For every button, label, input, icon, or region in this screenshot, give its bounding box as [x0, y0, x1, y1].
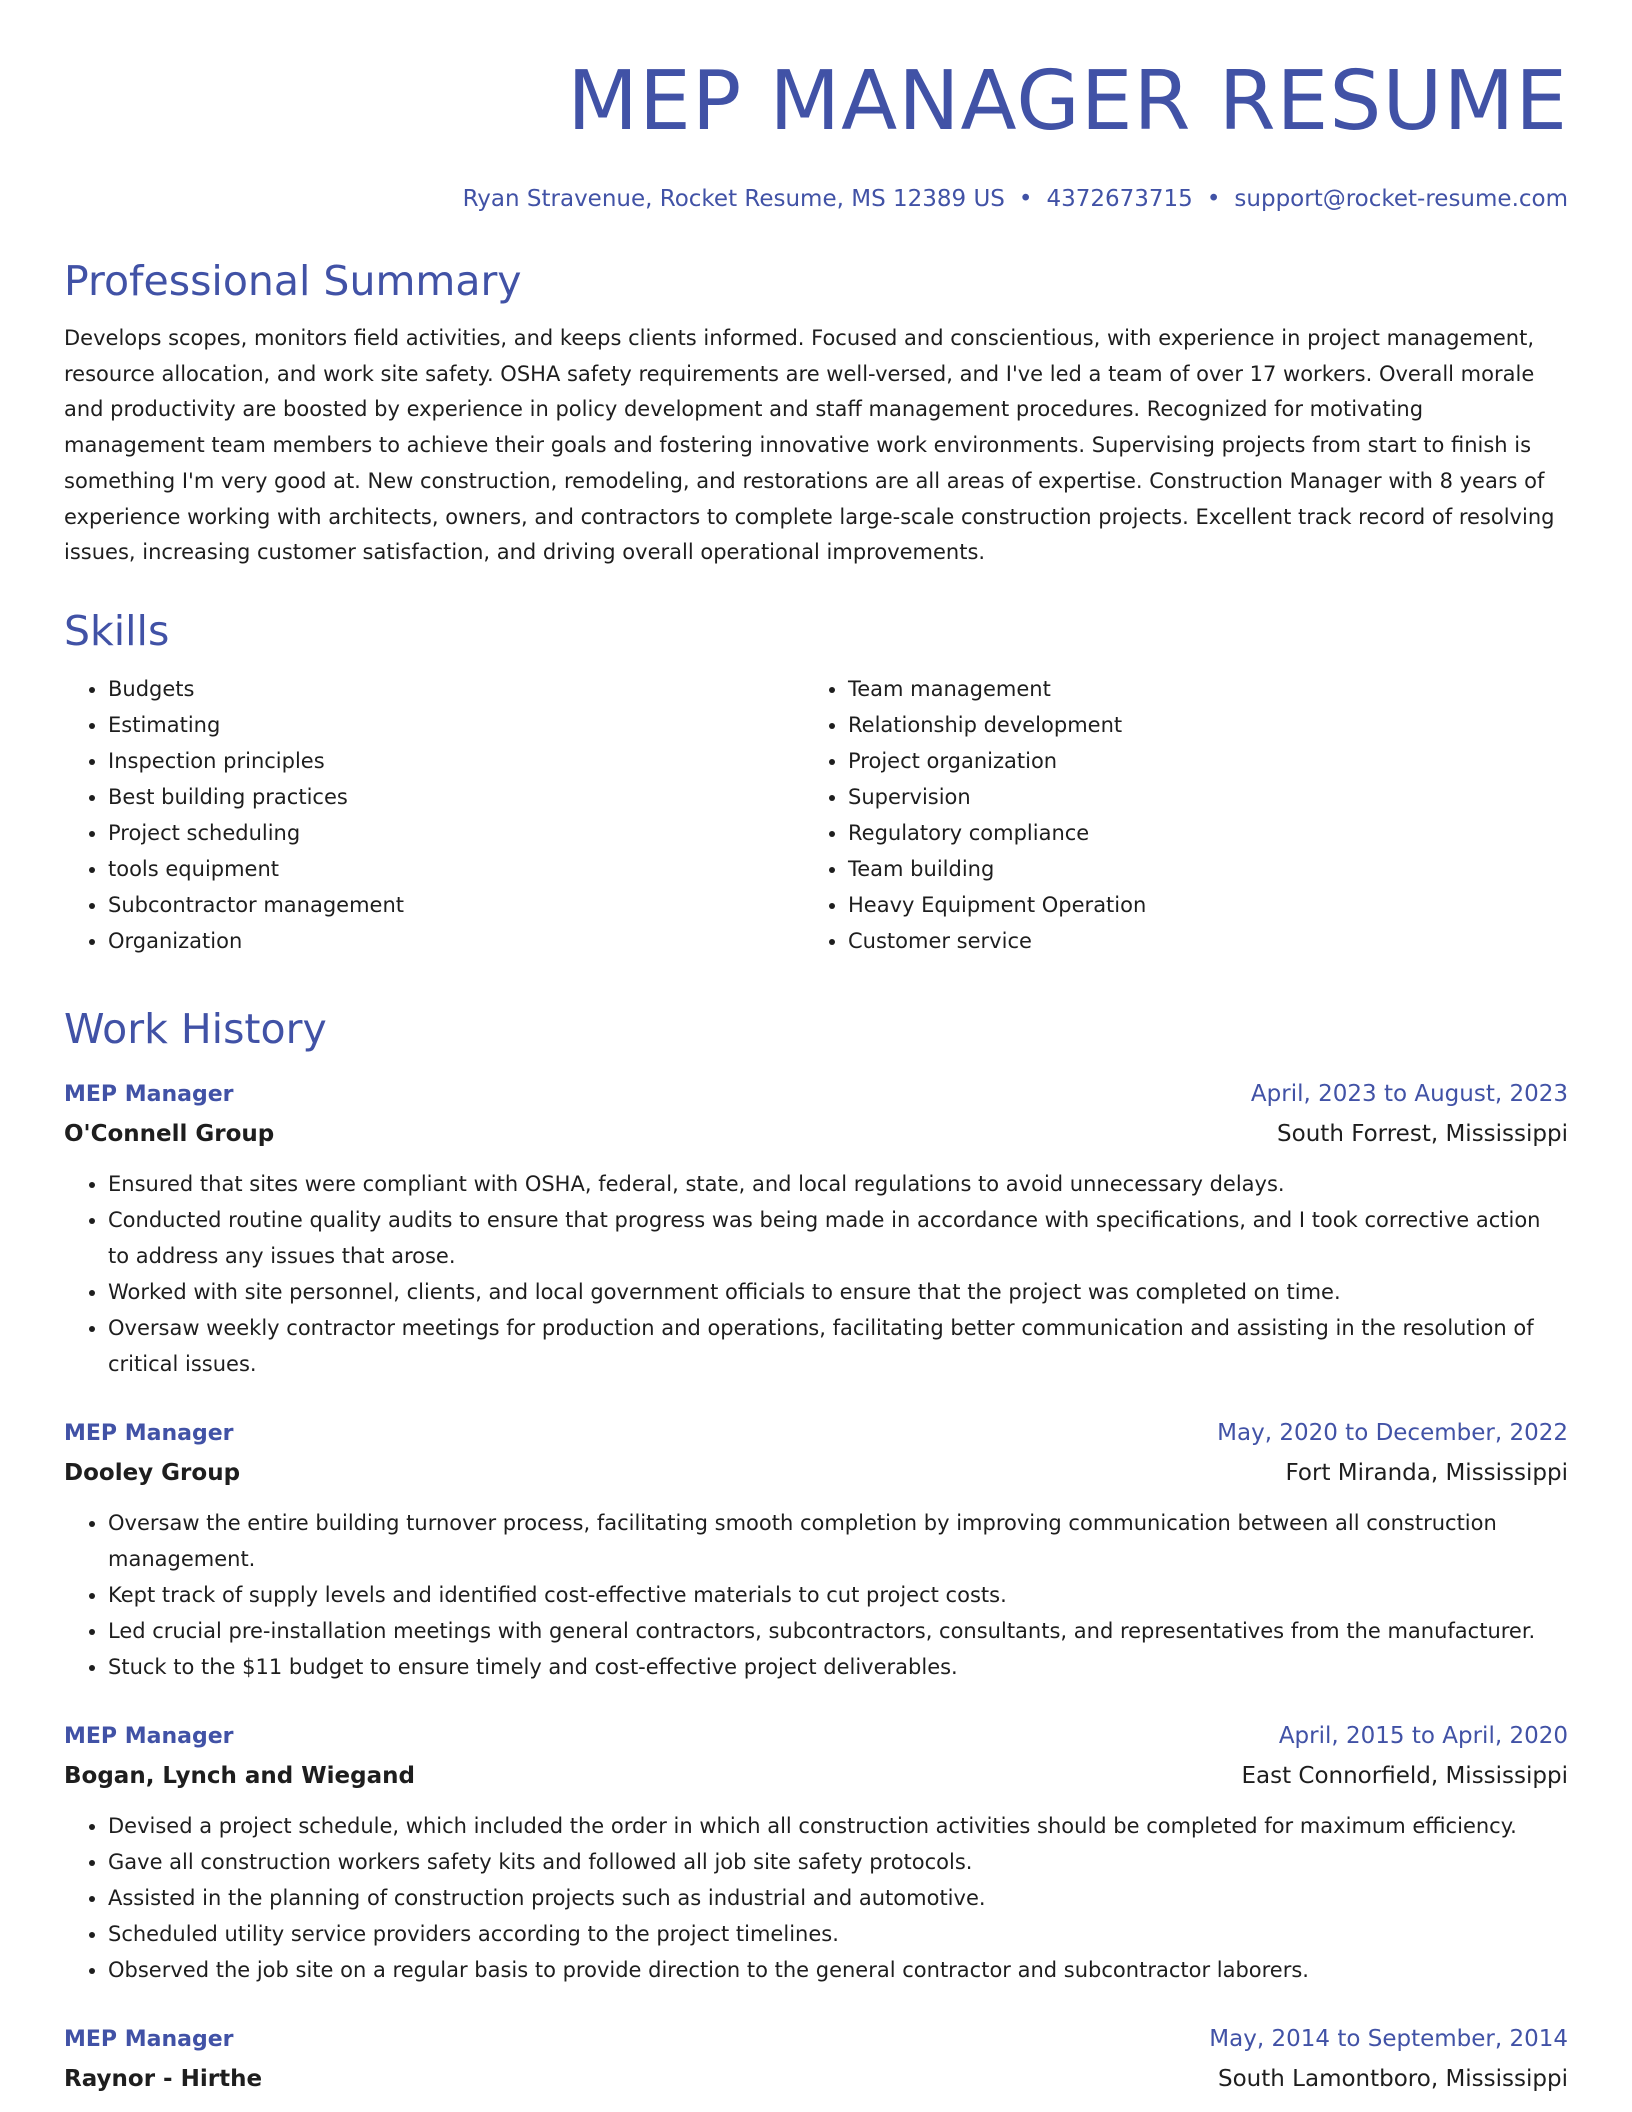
- job-bullet: • Led crucial pre-installation meetings with general contractors, subcontractors, consultants, and representatives from the manufacturer.: [108, 1613, 1568, 1649]
- skill-item: • Supervision: [848, 779, 1544, 815]
- job-entry: [64, 1717, 1568, 1988]
- skill-item: • tools equipment: [108, 851, 804, 887]
- job-company-row: [64, 1756, 1568, 1796]
- skill-item: • Organization: [108, 923, 804, 959]
- job-bullet: • Kept track of supply levels and identified cost-effective materials to cut project costs.: [108, 1577, 1568, 1613]
- job-header-row: [64, 1717, 1568, 1756]
- skill-item: • Team building: [848, 851, 1544, 887]
- skills-list-left: [64, 671, 804, 959]
- job-dates: April, 2023 to August, 2023: [1250, 1080, 1568, 1107]
- job-bullets: [64, 1166, 1568, 1382]
- job-bullet: • Devised a project schedule, which included the order in which all construction activities should be completed for maximum efficiency.: [108, 1808, 1568, 1844]
- skill-item: • Relationship development: [848, 707, 1544, 743]
- job-entry: [64, 1414, 1568, 1685]
- job-company: O'Connell Group: [64, 1120, 275, 1147]
- skill-item: • Team management: [848, 671, 1544, 707]
- skill-item: • Budgets: [108, 671, 804, 707]
- work-history-list: [64, 1075, 1568, 2099]
- job-dates: April, 2015 to April, 2020: [1278, 1722, 1568, 1749]
- job-entry: [64, 1075, 1568, 1382]
- job-company-row: [64, 2059, 1568, 2099]
- job-location: East Connorfield, Mississippi: [1241, 1762, 1568, 1789]
- job-company-row: [64, 1114, 1568, 1154]
- job-bullet: • Scheduled utility service providers according to the project timelines.: [108, 1916, 1568, 1952]
- job-entry: [64, 2020, 1568, 2099]
- job-title: MEP Manager: [64, 1420, 234, 1446]
- skills-list-right: [804, 671, 1544, 959]
- skills-heading: Skills: [64, 606, 170, 655]
- job-bullet: • Worked with site personnel, clients, and local government officials to ensure that the project was completed on time.: [108, 1274, 1568, 1310]
- skill-item: • Project scheduling: [108, 815, 804, 851]
- job-bullet: • Assisted in the planning of construction projects such as industrial and automotive.: [108, 1880, 1568, 1916]
- job-bullet: • Oversaw weekly contractor meetings for production and operations, facilitating better communication and assisting in the resolution of critical issues.: [108, 1310, 1568, 1382]
- work-history-heading: Work History: [64, 1004, 327, 1053]
- summary-heading: Professional Summary: [64, 257, 522, 305]
- contact-address: Ryan Stravenue, Rocket Resume, MS 12389 US: [462, 186, 1005, 212]
- job-bullet: • Observed the job site on a regular basis to provide direction to the general contractor and subcontractor laborers.: [108, 1952, 1568, 1988]
- job-bullet: • Stuck to the $11 budget to ensure timely and cost-effective project deliverables.: [108, 1649, 1568, 1685]
- skill-item: • Best building practices: [108, 779, 804, 815]
- skill-item: • Inspection principles: [108, 743, 804, 779]
- job-bullet: • Gave all construction workers safety kits and followed all job site safety protocols.: [108, 1844, 1568, 1880]
- job-bullet: • Oversaw the entire building turnover process, facilitating smooth completion by improving communication between all construction management.: [108, 1505, 1568, 1577]
- skill-item: • Regulatory compliance: [848, 815, 1544, 851]
- job-company: Dooley Group: [64, 1459, 241, 1486]
- skill-item: • Customer service: [848, 923, 1544, 959]
- skill-item: • Subcontractor management: [108, 887, 804, 923]
- contact-email[interactable]: support@rocket-resume.com: [1234, 186, 1568, 212]
- job-location: South Forrest, Mississippi: [1277, 1120, 1568, 1147]
- contact-separator: •: [1018, 186, 1033, 212]
- contact-line: [64, 179, 1568, 219]
- job-location: Fort Miranda, Mississippi: [1285, 1459, 1568, 1486]
- job-dates: May, 2020 to December, 2022: [1217, 1419, 1568, 1446]
- job-bullet: • Ensured that sites were compliant with OSHA, federal, state, and local regulations to avoid unnecessary delays.: [108, 1166, 1568, 1202]
- job-company: Raynor - Hirthe: [64, 2065, 263, 2092]
- job-title: MEP Manager: [64, 1081, 234, 1107]
- job-bullets: [64, 1808, 1568, 1988]
- job-header-row: [64, 1075, 1568, 1114]
- job-bullet: • Conducted routine quality audits to ensure that progress was being made in accordance with specifications, and I took corrective action to address any issues that arose.: [108, 1202, 1568, 1274]
- job-location: South Lamontboro, Mississippi: [1218, 2065, 1568, 2092]
- job-title: MEP Manager: [64, 1723, 234, 1749]
- skill-item: • Heavy Equipment Operation: [848, 887, 1544, 923]
- skill-item: • Estimating: [108, 707, 804, 743]
- job-company-row: [64, 1453, 1568, 1493]
- resume-title: MEP MANAGER RESUME: [567, 54, 1568, 149]
- skills-grid: [64, 671, 1568, 959]
- job-header-row: [64, 2020, 1568, 2059]
- job-header-row: [64, 1414, 1568, 1453]
- contact-separator: •: [1206, 186, 1221, 212]
- skill-item: • Project organization: [848, 743, 1544, 779]
- summary-text: Develops scopes, monitors field activities, and keeps clients informed. Focused and conscientious, with experience in project management, resource allocation, and work site safety. OSHA safety requirements are well-versed, and I've led a team of over 17 workers. Overall morale and productivity are boosted by experience in policy development and staff management procedures. Recognized for motivating management team members to achieve their goals and fostering innovative work environments. Supervising projects from start to finish is something I'm very good at. New construction, remodeling, and restorations are all areas of expertise. Construction Manager with 8 years of experience working with architects, owners, and contractors to complete large-scale construction projects. Excellent track record of resolving issues, increasing customer satisfaction, and driving overall operational improvements.: [64, 326, 1555, 565]
- job-title: MEP Manager: [64, 2026, 234, 2052]
- job-company: Bogan, Lynch and Wiegand: [64, 1762, 415, 1789]
- job-dates: May, 2014 to September, 2014: [1209, 2025, 1568, 2052]
- job-bullets: [64, 1505, 1568, 1685]
- contact-phone[interactable]: 4372673715: [1046, 186, 1193, 212]
